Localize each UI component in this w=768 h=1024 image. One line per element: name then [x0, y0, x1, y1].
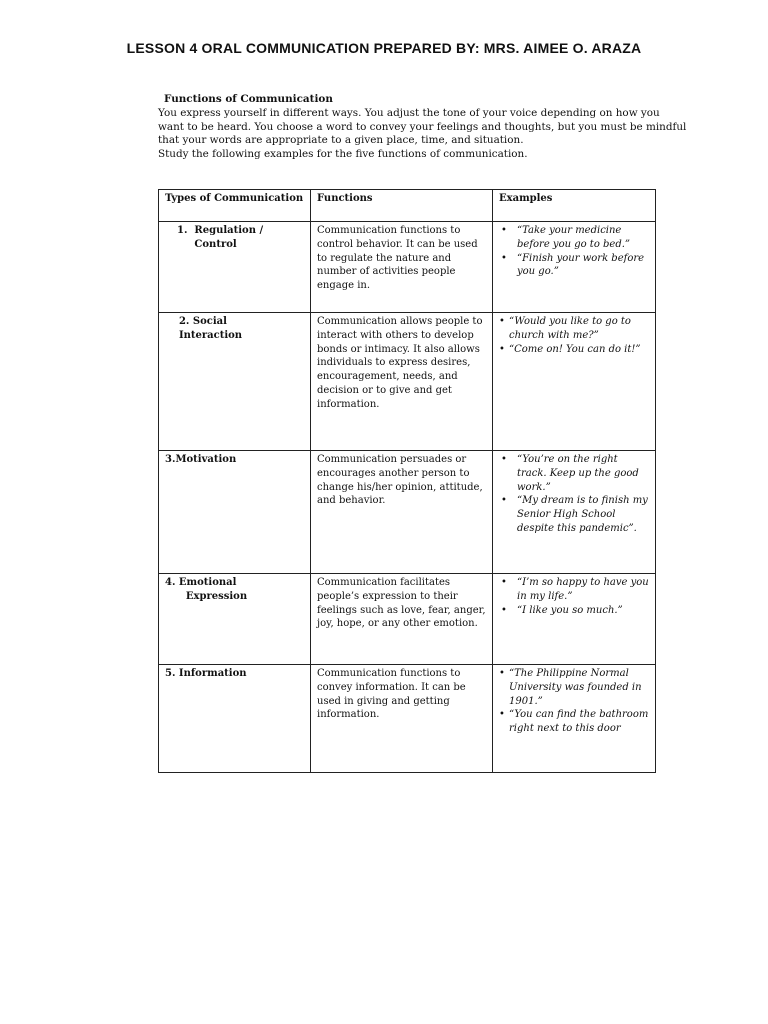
example-item: • “I’m so happy to have you in my life.” — [499, 576, 650, 604]
function-cell: Communication functions to control behavior. It can be used to regulate the nature and number of activities people engage in. — [311, 222, 493, 313]
table-row — [159, 451, 656, 574]
function-cell: Communication facilitates people’s expression to their feelings such as love, fear, anger, joy, hope, or any other emotion. — [311, 574, 493, 665]
example-item: • “I like you so much.” — [499, 604, 650, 618]
table-row — [159, 665, 656, 773]
example-item: • “Take your medicine before you go to bed.” — [499, 224, 650, 252]
header-types: Types of Communication — [159, 190, 311, 222]
example-item: • “My dream is to finish my Senior High School despite this pandemic”. — [499, 494, 650, 535]
table-header-row — [159, 190, 656, 222]
intro-section — [158, 93, 688, 162]
type-cell: 2. Social Interaction — [159, 313, 311, 451]
function-cell: Communication allows people to interact with others to develop bonds or intimacy. It also allows individuals to express desires, encouragement, needs, and decision or to give and get information. — [311, 313, 493, 451]
examples-cell — [493, 313, 656, 451]
example-item: • “Come on! You can do it!” — [499, 343, 650, 357]
example-item: • “You can find the bathroom right next to this door — [499, 708, 650, 736]
examples-cell — [493, 451, 656, 574]
function-cell: Communication functions to convey information. It can be used in giving and getting information. — [311, 665, 493, 773]
function-cell: Communication persuades or encourages another person to change his/her opinion, attitude, and behavior. — [311, 451, 493, 574]
example-item: • “You’re on the right track. Keep up the good work.” — [499, 453, 650, 494]
examples-cell — [493, 574, 656, 665]
example-item: • “Would you like to go to church with me?” — [499, 315, 650, 343]
examples-cell — [493, 665, 656, 773]
header-functions: Functions — [311, 190, 493, 222]
type-cell: 1. Regulation / Control — [159, 222, 311, 313]
page-header: LESSON 4 ORAL COMMUNICATION PREPARED BY: MRS. AIMEE O. ARAZA — [126, 40, 642, 56]
examples-cell — [493, 222, 656, 313]
type-cell: 4. Emotional Expression — [159, 574, 311, 665]
example-item: • “The Philippine Normal University was founded in 1901.” — [499, 667, 650, 708]
section-title: Functions of Communication — [164, 93, 333, 105]
table-row — [159, 222, 656, 313]
table-row — [159, 574, 656, 665]
functions-table — [158, 189, 656, 773]
intro-paragraph: You express yourself in different ways. You adjust the tone of your voice depending on how you want to be heard. You choose a word to convey your feelings and thoughts, but you must be mindful that your words are appropriate to a given place, time, and situation. — [158, 106, 687, 147]
study-instruction: Study the following examples for the five functions of communication. — [158, 148, 528, 161]
type-cell: 3.Motivation — [159, 451, 311, 574]
header-examples: Examples — [493, 190, 656, 222]
table-row — [159, 313, 656, 451]
example-item: • “Finish your work before you go.” — [499, 252, 650, 280]
type-cell: 5. Information — [159, 665, 311, 773]
